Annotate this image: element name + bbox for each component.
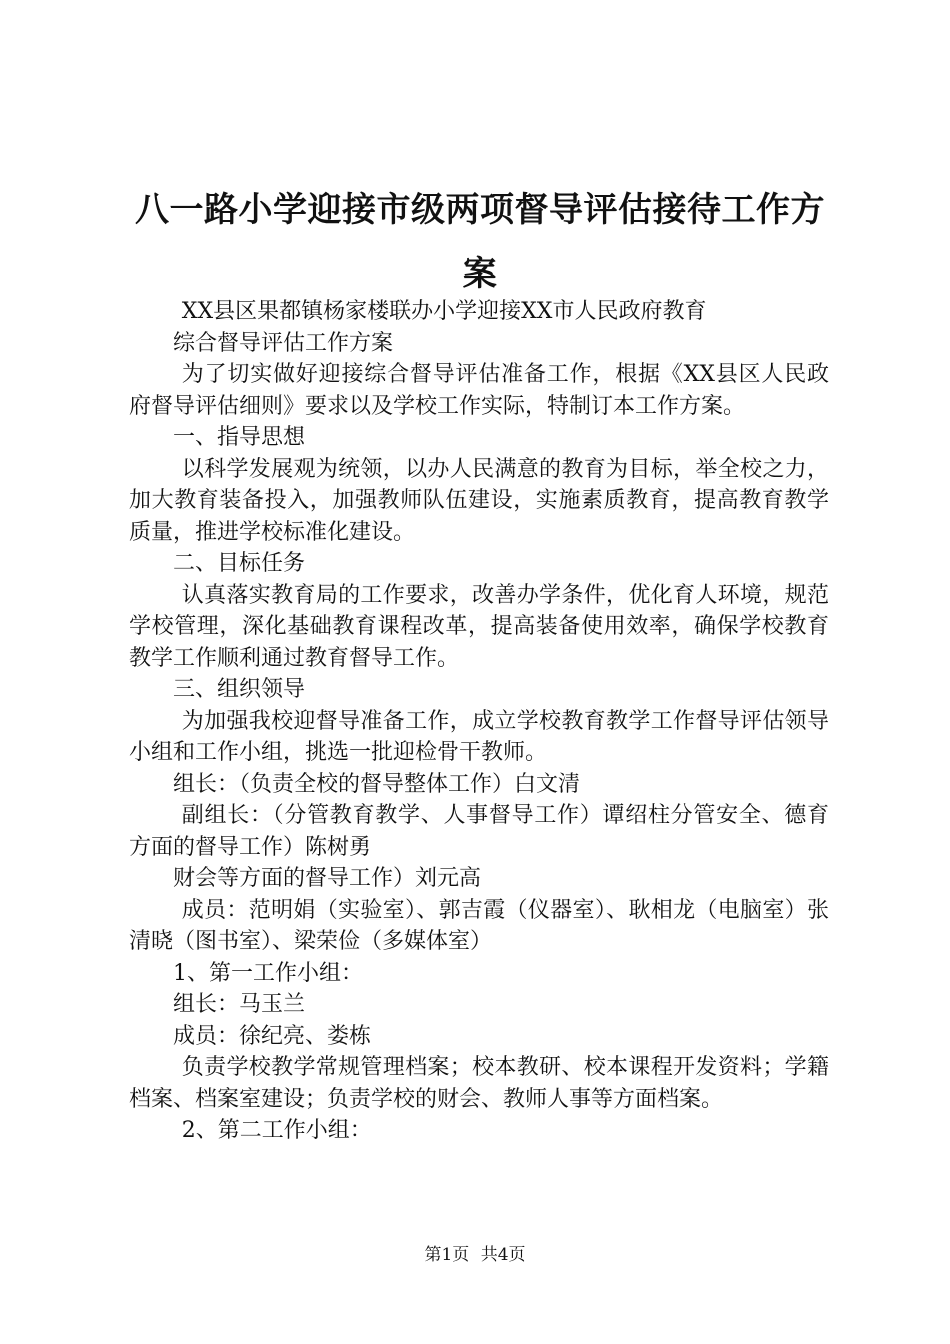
page-number: 第1页 [424,1245,470,1265]
page-footer [0,1244,950,1266]
paragraph-finance: 财会等方面的督导工作）刘元高 [173,866,482,891]
document-title: 八一路小学迎接市级两项督导评估接待工作方案 [135,190,825,294]
paragraph-members: 成员：范明娟（实验室）、郭吉霞（仪器室）、耿相龙（电脑室）张清晓（图书室）、梁荣俭（多媒体室） [129,897,829,954]
paragraph-deputy-leader: 副组长：（分管教育教学、人事督导工作）谭绍柱分管安全、德育方面的督导工作）陈树勇 [129,803,829,860]
section-heading-organization: 三、组织领导 [173,677,306,702]
document-body [129,296,829,1147]
paragraph-group-1-heading: 1、第一工作小组： [173,960,363,986]
paragraph-leader: 组长：（负责全校的督导整体工作）白文清 [173,771,581,797]
page-total: 共4页 [480,1245,526,1265]
section-heading-guiding-thought: 一、指导思想 [173,425,306,450]
paragraph-group-1-members: 成员：徐纪亮、娄栋 [173,1023,372,1049]
paragraph-intro: 为了切实做好迎接综合督导评估准备工作，根据《XX县区人民政府督导评估细则》要求以及学校工作实际，特制订本工作方案。 [129,362,829,419]
section-heading-goals: 二、目标任务 [173,551,306,576]
paragraph-group-1-duties: 负责学校教学常规管理档案；校本教研、校本课程开发资料；学籍档案、档案室建设；负责学校的财会、教师人事等方面档案。 [129,1055,829,1112]
paragraph-organization: 为加强我校迎督导准备工作，成立学校教育教学工作督导评估领导小组和工作小组，挑选一批迎检骨干教师。 [129,708,829,765]
paragraph-group-1-leader: 组长：马玉兰 [173,992,306,1017]
paragraph-heading-line-1: XX县区果都镇杨家楼联办小学迎接XX市人民政府教育 [181,299,707,324]
paragraph-goals: 认真落实教育局的工作要求，改善办学条件，优化育人环境，规范学校管理，深化基础教育课程改革，提高装备使用效率，确保学校教育教学工作顺利通过教育督导工作。 [129,582,829,671]
paragraph-group-2-heading: 2、第二工作小组： [181,1118,372,1143]
paragraph-heading-line-2: 综合督导评估工作方案 [173,330,394,356]
paragraph-guiding-thought: 以科学发展观为统领，以办人民满意的教育为目标，举全校之力，加大教育装备投入，加强教师队伍建设，实施素质教育，提高教育教学质量，推进学校标准化建设。 [129,456,829,545]
